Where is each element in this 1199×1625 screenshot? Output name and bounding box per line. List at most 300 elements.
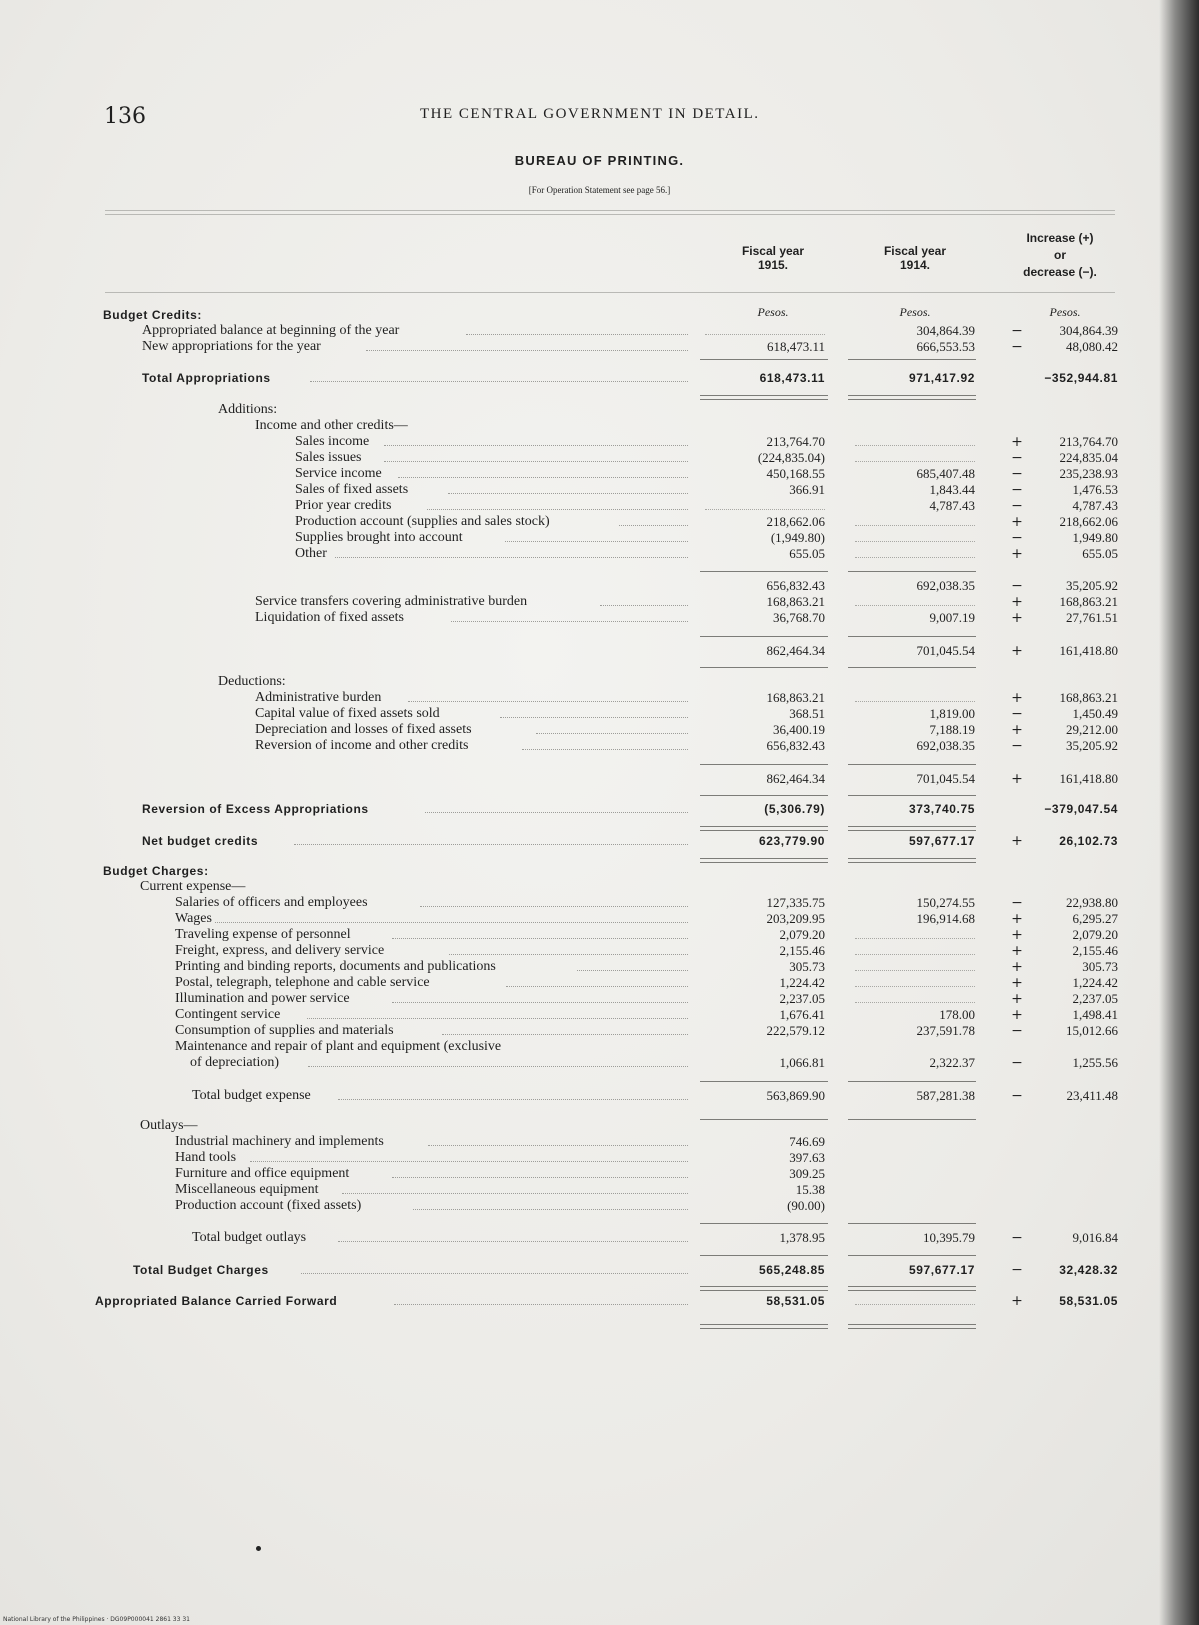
row-label: Sales issues xyxy=(295,450,362,465)
value-change: 58,531.05 xyxy=(1059,1294,1118,1308)
change-sign: − xyxy=(1011,482,1023,498)
leader-dots xyxy=(425,812,688,813)
total-rule xyxy=(700,764,828,765)
row-label: Depreciation and losses of fixed assets xyxy=(255,722,472,737)
change-sign: + xyxy=(1011,959,1023,975)
change-sign: − xyxy=(1011,895,1023,911)
value-change: 2,079.20 xyxy=(1072,927,1118,942)
leader-dots xyxy=(505,541,688,542)
table-row xyxy=(0,1293,1199,1309)
row-label: Production account (fixed assets) xyxy=(175,1198,362,1213)
value-fy1914: 971,417.92 xyxy=(908,371,975,385)
leader-dots xyxy=(366,350,688,351)
leader-dots xyxy=(394,1304,688,1305)
leader-dots xyxy=(522,749,688,750)
leader-dots xyxy=(250,1161,688,1162)
row-label: Outlays— xyxy=(140,1118,198,1133)
value-fy1915: 563,869.90 xyxy=(766,1088,825,1103)
leader-dots xyxy=(215,922,689,923)
row-label: Liquidation of fixed assets xyxy=(255,610,404,625)
value-fy1915: 450,168.55 xyxy=(766,466,825,481)
value-fy1914: 587,281.38 xyxy=(916,1088,975,1103)
empty-cell-dots xyxy=(855,525,975,526)
change-sign: − xyxy=(1011,1055,1023,1071)
row-label: Service transfers covering administrative burden xyxy=(255,594,528,609)
change-sign: + xyxy=(1011,690,1023,706)
leader-dots xyxy=(338,1099,688,1100)
operation-statement-note: [For Operation Statement see page 56.] xyxy=(528,185,671,195)
row-label: Contingent service xyxy=(175,1007,281,1022)
value-fy1915: 862,464.34 xyxy=(766,643,825,658)
value-fy1914: 7,188.19 xyxy=(929,722,975,737)
row-label: Salaries of officers and employees xyxy=(175,895,368,910)
leader-dots xyxy=(449,954,688,955)
total-rule xyxy=(700,571,828,572)
running-title: THE CENTRAL GOVERNMENT IN DETAIL. xyxy=(420,106,760,122)
row-label: Sales income xyxy=(295,434,370,449)
leader-dots xyxy=(448,493,688,494)
table-row xyxy=(0,643,1199,659)
value-change: 161,418.80 xyxy=(1059,771,1118,786)
empty-cell-dots xyxy=(855,1002,975,1003)
value-fy1915: 168,863.21 xyxy=(766,594,825,609)
total-rule xyxy=(848,1223,976,1224)
value-fy1914: 701,045.54 xyxy=(916,771,975,786)
leader-dots xyxy=(442,1034,688,1035)
value-change: 27,761.51 xyxy=(1066,610,1118,625)
leader-dots xyxy=(384,461,688,462)
leader-dots xyxy=(600,605,688,606)
leader-dots xyxy=(619,525,689,526)
table-row xyxy=(0,1088,1199,1104)
table-row xyxy=(0,498,1199,514)
leader-dots xyxy=(392,1002,688,1003)
empty-cell-dots xyxy=(705,509,825,510)
value-change: 6,295.27 xyxy=(1072,911,1118,926)
change-sign: − xyxy=(1011,1230,1023,1246)
row-label: Printing and binding reports, documents and publications xyxy=(175,959,496,974)
total-rule xyxy=(848,636,976,637)
total-rule xyxy=(700,359,828,360)
section-title: BUREAU OF PRINTING. xyxy=(514,153,685,168)
empty-cell-dots xyxy=(855,445,975,446)
row-label: Total Appropriations xyxy=(142,371,271,385)
leader-dots xyxy=(338,1241,688,1242)
row-label: Freight, express, and delivery service xyxy=(175,943,385,958)
value-fy1914: 196,914.68 xyxy=(916,911,975,926)
leader-dots xyxy=(413,1209,688,1210)
value-change: 35,205.92 xyxy=(1066,578,1118,593)
top-rule xyxy=(105,210,1115,211)
change-sign: − xyxy=(1011,578,1023,594)
table-row xyxy=(0,307,1199,323)
table-row xyxy=(0,1023,1199,1039)
table-row xyxy=(0,370,1199,386)
row-label: Traveling expense of personnel xyxy=(175,927,351,942)
table-row xyxy=(0,1198,1199,1214)
table-row xyxy=(0,722,1199,738)
row-label: Appropriated balance at beginning of the year xyxy=(142,323,400,338)
row-label: Supplies brought into account xyxy=(295,530,463,545)
table-row xyxy=(0,975,1199,991)
value-change: 9,016.84 xyxy=(1072,1230,1118,1245)
value-fy1914: 10,395.79 xyxy=(923,1230,975,1245)
table-row xyxy=(0,991,1199,1007)
table-row xyxy=(0,1166,1199,1182)
row-label: Total budget expense xyxy=(192,1088,311,1103)
value-change: 1,498.41 xyxy=(1072,1007,1118,1022)
top-rule-2 xyxy=(105,214,1115,215)
value-fy1915: 1,378.95 xyxy=(779,1230,825,1245)
empty-cell-dots xyxy=(855,605,975,606)
row-label: Current expense— xyxy=(140,879,246,894)
value-change: 655.05 xyxy=(1082,546,1118,561)
value-fy1915: 1,066.81 xyxy=(779,1055,825,1070)
value-fy1915: 15.38 xyxy=(795,1182,825,1197)
unit-label-change: Pesos. xyxy=(1049,305,1081,319)
value-fy1915: 397.63 xyxy=(789,1150,825,1165)
value-change: 218,662.06 xyxy=(1059,514,1118,529)
total-rule xyxy=(700,826,828,831)
total-rule xyxy=(700,395,828,400)
leader-dots xyxy=(301,1273,688,1274)
row-label: Appropriated Balance Carried Forward xyxy=(95,1294,338,1308)
leader-dots xyxy=(536,733,688,734)
leader-dots xyxy=(392,938,688,939)
total-rule xyxy=(700,1119,828,1120)
leader-dots xyxy=(392,1177,688,1178)
unit-label-fy1914: Pesos. xyxy=(899,305,931,319)
value-change: −379,047.54 xyxy=(1044,802,1118,816)
total-rule xyxy=(700,1223,828,1224)
value-fy1915: 36,768.70 xyxy=(773,610,825,625)
table-row xyxy=(0,418,1199,434)
total-rule xyxy=(848,1286,976,1291)
row-label: Postal, telegraph, telephone and cable service xyxy=(175,975,430,990)
table-row xyxy=(0,594,1199,610)
value-change: 168,863.21 xyxy=(1059,690,1118,705)
table-row xyxy=(0,690,1199,706)
value-change: 23,411.48 xyxy=(1066,1088,1118,1103)
column-header-fy1915: Fiscal year 1915. xyxy=(741,244,805,272)
value-fy1915: 222,579.12 xyxy=(766,1023,825,1038)
leader-dots xyxy=(294,844,688,845)
value-fy1915: 36,400.19 xyxy=(773,722,825,737)
total-rule xyxy=(700,636,828,637)
leader-dots xyxy=(307,1018,688,1019)
value-fy1915: 656,832.43 xyxy=(766,578,825,593)
value-change: 1,476.53 xyxy=(1072,482,1118,497)
value-fy1915: 127,335.75 xyxy=(766,895,825,910)
table-row xyxy=(0,450,1199,466)
value-fy1915: (90.00) xyxy=(787,1198,825,1213)
value-change: 235,238.93 xyxy=(1059,466,1118,481)
change-sign: + xyxy=(1011,991,1023,1007)
change-sign: − xyxy=(1011,738,1023,754)
value-change: 22,938.80 xyxy=(1066,895,1118,910)
column-header-fy1914: Fiscal year 1914. xyxy=(883,244,947,272)
table-row xyxy=(0,339,1199,355)
row-label: Miscellaneous equipment xyxy=(175,1182,319,1197)
value-fy1914: 2,322.37 xyxy=(929,1055,975,1070)
value-fy1915: 2,079.20 xyxy=(779,927,825,942)
value-fy1915: 218,662.06 xyxy=(766,514,825,529)
row-label: Budget Charges: xyxy=(103,864,209,878)
value-fy1915: 746.69 xyxy=(789,1134,825,1149)
value-fy1914: 178.00 xyxy=(939,1007,975,1022)
value-fy1914: 237,591.78 xyxy=(916,1023,975,1038)
table-row xyxy=(0,674,1199,690)
value-fy1915: 309.25 xyxy=(789,1166,825,1181)
leader-dots xyxy=(408,701,688,702)
table-row xyxy=(0,1007,1199,1023)
table-row xyxy=(0,514,1199,530)
value-fy1914: 373,740.75 xyxy=(908,802,975,816)
value-fy1915: 305.73 xyxy=(789,959,825,974)
change-sign: + xyxy=(1011,1293,1023,1309)
value-change: 168,863.21 xyxy=(1059,594,1118,609)
leader-dots xyxy=(500,717,688,718)
leader-dots xyxy=(342,1193,688,1194)
table-row xyxy=(0,434,1199,450)
table-row xyxy=(0,879,1199,895)
table-row xyxy=(0,927,1199,943)
empty-cell-dots xyxy=(855,970,975,971)
total-rule xyxy=(848,826,976,831)
value-fy1914: 9,007.19 xyxy=(929,610,975,625)
value-fy1914: 685,407.48 xyxy=(916,466,975,481)
table-row xyxy=(0,466,1199,482)
leader-dots xyxy=(506,986,688,987)
leader-dots xyxy=(308,1066,688,1067)
table-row xyxy=(0,578,1199,594)
table-row xyxy=(0,911,1199,927)
value-fy1914: 701,045.54 xyxy=(916,643,975,658)
header-rule xyxy=(105,292,1115,293)
total-rule xyxy=(848,1119,976,1120)
total-rule xyxy=(848,395,976,400)
value-fy1915: 2,237.05 xyxy=(779,991,825,1006)
value-change: 29,212.00 xyxy=(1066,722,1118,737)
empty-cell-dots xyxy=(855,701,975,702)
value-fy1914: 597,677.17 xyxy=(908,834,975,848)
table-row xyxy=(0,546,1199,562)
empty-cell-dots xyxy=(855,986,975,987)
leader-dots xyxy=(398,477,688,478)
value-change: 15,012.66 xyxy=(1066,1023,1118,1038)
row-label: Additions: xyxy=(218,402,278,417)
value-change: 1,949.80 xyxy=(1072,530,1118,545)
value-fy1915: 623,779.90 xyxy=(758,834,825,848)
value-fy1915: (1,949.80) xyxy=(770,530,825,545)
value-fy1915: 1,224.42 xyxy=(779,975,825,990)
row-label: Service income xyxy=(295,466,382,481)
leader-dots xyxy=(577,970,688,971)
row-label: Net budget credits xyxy=(142,834,259,848)
row-label: Sales of fixed assets xyxy=(295,482,409,497)
change-sign: + xyxy=(1011,1007,1023,1023)
table-row xyxy=(0,895,1199,911)
leader-dots xyxy=(335,557,689,558)
empty-cell-dots xyxy=(855,541,975,542)
table-row xyxy=(0,706,1199,722)
total-rule xyxy=(700,1324,828,1329)
row-label: Industrial machinery and implements xyxy=(175,1134,384,1149)
value-change: 224,835.04 xyxy=(1059,450,1118,465)
total-rule xyxy=(700,795,828,796)
value-change: 2,237.05 xyxy=(1072,991,1118,1006)
leader-dots xyxy=(466,334,689,335)
value-fy1915: 168,863.21 xyxy=(766,690,825,705)
value-fy1914: 1,819.00 xyxy=(929,706,975,721)
value-fy1914: 150,274.55 xyxy=(916,895,975,910)
change-sign: − xyxy=(1011,466,1023,482)
value-change: 48,080.42 xyxy=(1066,339,1118,354)
value-change: 1,255.56 xyxy=(1072,1055,1118,1070)
total-rule xyxy=(700,1081,828,1082)
row-label: Total budget outlays xyxy=(192,1230,307,1245)
leader-dots xyxy=(310,381,688,382)
change-sign: − xyxy=(1011,450,1023,466)
value-change: 26,102.73 xyxy=(1059,834,1118,848)
value-change: 304,864.39 xyxy=(1059,323,1118,338)
value-fy1914: 1,843.44 xyxy=(929,482,975,497)
leader-dots xyxy=(420,906,688,907)
total-rule xyxy=(700,858,828,863)
table-row xyxy=(0,738,1199,754)
value-change: 213,764.70 xyxy=(1059,434,1118,449)
value-fy1914: 692,038.35 xyxy=(916,578,975,593)
row-label: Illumination and power service xyxy=(175,991,350,1006)
table-row xyxy=(0,863,1199,879)
table-row xyxy=(0,1182,1199,1198)
value-fy1915: 565,248.85 xyxy=(758,1263,825,1277)
row-label: Deductions: xyxy=(218,674,286,689)
leader-dots xyxy=(428,1145,689,1146)
total-rule xyxy=(700,1286,828,1291)
value-change: 161,418.80 xyxy=(1059,643,1118,658)
row-label: Reversion of Excess Appropriations xyxy=(142,802,369,816)
row-label: Total Budget Charges xyxy=(133,1263,269,1277)
value-fy1914: 304,864.39 xyxy=(916,323,975,338)
table-row xyxy=(0,402,1199,418)
value-fy1915: 366.91 xyxy=(789,482,825,497)
row-label: of depreciation) xyxy=(190,1055,280,1070)
value-fy1915: (224,835.04) xyxy=(757,450,825,465)
table-row xyxy=(0,1055,1199,1071)
empty-cell-dots xyxy=(705,334,825,335)
table-row xyxy=(0,1134,1199,1150)
value-fy1915: 58,531.05 xyxy=(766,1294,825,1308)
change-sign: + xyxy=(1011,911,1023,927)
value-fy1914: 666,553.53 xyxy=(916,339,975,354)
empty-cell-dots xyxy=(855,938,975,939)
table-row xyxy=(0,1118,1199,1134)
change-sign: − xyxy=(1011,1262,1023,1278)
table-row xyxy=(0,610,1199,626)
value-change: 35,205.92 xyxy=(1066,738,1118,753)
value-fy1915: 213,764.70 xyxy=(766,434,825,449)
value-change: 1,224.42 xyxy=(1072,975,1118,990)
column-header-change: Increase (+) or decrease (−). xyxy=(1023,231,1097,279)
row-label: Consumption of supplies and materials xyxy=(175,1023,394,1038)
row-label: Other xyxy=(295,546,327,561)
scan-footer: National Library of the Philippines · DG09P000041 2861 33 31 xyxy=(3,1616,190,1623)
table-row xyxy=(0,801,1199,817)
change-sign: − xyxy=(1011,1088,1023,1104)
unit-label-fy1915: Pesos. xyxy=(757,305,789,319)
value-change: 32,428.32 xyxy=(1059,1263,1118,1277)
value-fy1915: (5,306.79) xyxy=(764,802,825,816)
change-sign: − xyxy=(1011,1023,1023,1039)
total-rule xyxy=(848,1255,976,1256)
row-label: Hand tools xyxy=(175,1150,237,1165)
table-row xyxy=(0,1262,1199,1278)
total-rule xyxy=(848,571,976,572)
total-rule xyxy=(848,858,976,863)
table-row xyxy=(0,1150,1199,1166)
change-sign: + xyxy=(1011,434,1023,450)
value-fy1914: 4,787.43 xyxy=(929,498,975,513)
change-sign: − xyxy=(1011,323,1023,339)
row-label: Administrative burden xyxy=(255,690,382,705)
row-label: Maintenance and repair of plant and equipment (exclusive xyxy=(175,1039,502,1054)
change-sign: + xyxy=(1011,610,1023,626)
table-row xyxy=(0,323,1199,339)
value-change: 1,450.49 xyxy=(1072,706,1118,721)
row-label: Prior year credits xyxy=(295,498,392,513)
value-fy1915: 655.05 xyxy=(789,546,825,561)
change-sign: − xyxy=(1011,498,1023,514)
value-fy1915: 1,676.41 xyxy=(779,1007,825,1022)
value-change: 305.73 xyxy=(1082,959,1118,974)
empty-cell-dots xyxy=(855,461,975,462)
empty-cell-dots xyxy=(855,557,975,558)
empty-cell-dots xyxy=(855,1304,975,1305)
change-sign: − xyxy=(1011,706,1023,722)
change-sign: − xyxy=(1011,339,1023,355)
row-label: Capital value of fixed assets sold xyxy=(255,706,440,721)
page-number: 136 xyxy=(104,104,146,129)
table-row xyxy=(0,771,1199,787)
total-rule xyxy=(848,795,976,796)
leader-dots xyxy=(427,509,688,510)
row-label: Income and other credits— xyxy=(255,418,408,433)
total-rule xyxy=(700,667,828,668)
value-fy1915: 656,832.43 xyxy=(766,738,825,753)
value-change: 2,155.46 xyxy=(1072,943,1118,958)
change-sign: + xyxy=(1011,975,1023,991)
total-rule xyxy=(700,1255,828,1256)
ink-speck xyxy=(256,1546,261,1551)
total-rule xyxy=(848,1081,976,1082)
change-sign: + xyxy=(1011,833,1023,849)
total-rule xyxy=(848,1324,976,1329)
total-rule xyxy=(848,667,976,668)
table-row xyxy=(0,530,1199,546)
change-sign: + xyxy=(1011,514,1023,530)
leader-dots xyxy=(451,621,688,622)
table-row xyxy=(0,833,1199,849)
value-fy1914: 692,038.35 xyxy=(916,738,975,753)
row-label: Furniture and office equipment xyxy=(175,1166,350,1181)
table-row xyxy=(0,1230,1199,1246)
change-sign: + xyxy=(1011,927,1023,943)
value-fy1915: 862,464.34 xyxy=(766,771,825,786)
row-label: Wages xyxy=(175,911,212,926)
table-row xyxy=(0,943,1199,959)
value-fy1914: 597,677.17 xyxy=(908,1263,975,1277)
